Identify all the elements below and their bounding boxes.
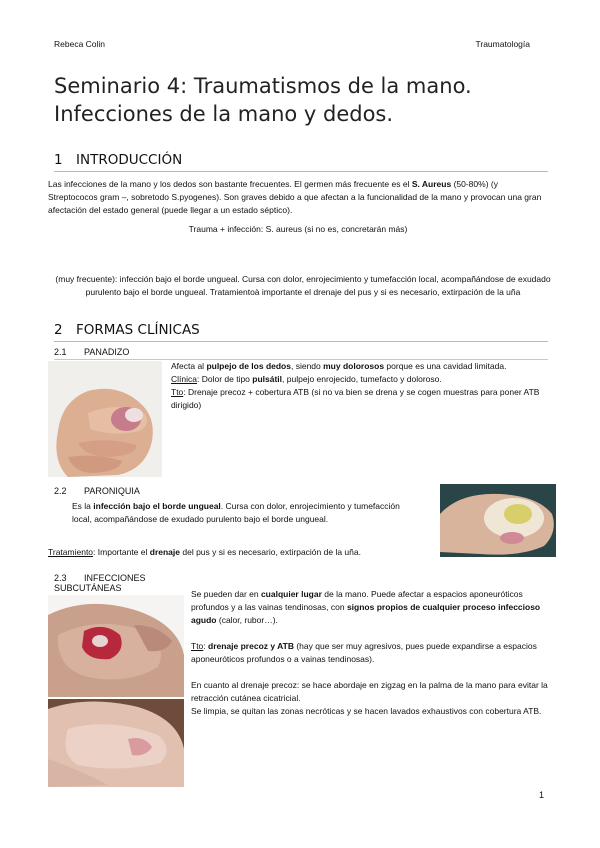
subsection-2-3-title: INFECCIONES SUBCUTÁNEAS	[54, 573, 146, 593]
subcutaneous-line-2: Tto: drenaje precoz y ATB (hay que ser muy agresivos, pues puede expandirse a espacios aponeuróticos profundos o a vainas tendinosas).	[191, 641, 537, 664]
trauma-note: Trauma + infección: S. aureus (si no es, concretarán más)	[188, 224, 408, 234]
section-1-title: INTRODUCCIÓN	[76, 152, 183, 168]
page-number: 1	[539, 790, 545, 800]
subcutaneous-infection-photo-1	[48, 595, 184, 697]
section-2-heading	[54, 322, 548, 342]
section-2-number: 2	[54, 322, 63, 338]
section-1-heading	[54, 152, 548, 172]
section-2-title: FORMAS CLÍNICAS	[76, 322, 200, 338]
subsection-2-2-number: 2.2	[54, 486, 67, 496]
subcutaneous-line-3: En cuanto al drenaje precoz: se hace abordaje en zigzag en la palma de la mano para evitar la retracción cutánea cicatricial.	[191, 680, 548, 703]
panadizo-description	[171, 360, 551, 412]
intro-text-bold: S. Aureus	[411, 179, 452, 189]
header-author: Rebeca Colin	[54, 39, 106, 49]
subsection-2-3-number: 2.3	[54, 573, 67, 583]
subsection-2-2-heading	[54, 486, 424, 498]
header-subject: Traumatología	[475, 39, 530, 49]
intro-text-c: (50-80%) (y Streptococos gram –, sobretodo S.pyogenes). Son graves debido a que afectan a la funcionalidad de la mano y provocan una gran afectación del estado general (puede llegar a un estado séptico).	[48, 179, 542, 215]
panadizo-photo	[48, 361, 162, 477]
subsection-2-1-number: 2.1	[54, 347, 67, 357]
paroniquia-photo	[440, 484, 556, 557]
subsection-2-1-title: PANADIZO	[84, 347, 130, 357]
panadizo-line-1: Afecta al pulpejo de los dedos, siendo muy dolorosos porque es una cavidad limitada.	[171, 361, 507, 371]
paroniquia-treatment: Tratamiento: Importante el drenaje del pus y si es necesario, extirpación de la uña.	[48, 547, 361, 557]
paroniquia-description: Es la infección bajo el borde ungueal. Cursa con dolor, enrojecimiento y tumefacción local, acompañándose de exudado purulento bajo el borde ungueal.	[72, 501, 400, 524]
panadizo-line-2: Clínica: Dolor de tipo pulsátil, pulpejo enrojecido, tumefacto y doloroso.	[171, 374, 442, 384]
subsection-2-2-title: PARONIQUIA	[84, 486, 140, 496]
panadizo-line-3: Tto: Drenaje precoz + cobertura ATB (si no va bien se drena y se cogen muestras para poner ATB dirigido)	[171, 387, 540, 410]
section-1-number: 1	[54, 152, 63, 168]
page-title: Seminario 4: Traumatismos de la mano. Infecciones de la mano y dedos.	[54, 74, 472, 126]
subsection-2-1-heading	[54, 347, 548, 360]
intro-text-a: Las infecciones de la mano y los dedos son bastante frecuentes. El germen más frecuente es el	[48, 179, 412, 189]
subcutaneous-infection-photo-2	[48, 699, 184, 787]
subcutaneous-description	[191, 588, 553, 718]
intro-paragraph	[48, 178, 548, 217]
subcutaneous-line-4: Se limpia, se quitan las zonas necróticas y se hacen lavados exhaustivos con cobertura ATB.	[191, 706, 542, 716]
subsection-2-3-heading	[54, 573, 194, 595]
subcutaneous-line-1: Se pueden dar en cualquier lugar de la mano. Puede afectar a espacios aponeuróticos profundos y a las vainas tendinosas, con signos propios de cualquier proceso infeccioso agudo (calor, rubor…).	[191, 589, 541, 625]
nail-infection-paragraph: (muy frecuente): infección bajo el borde ungueal. Cursa con dolor, enrojecimiento y tumefacción local, acompañándose de exudado purulento bajo el borde ungueal. Tratamientoà importante el drenaje del pus y si es necesario, extirpación de la uña	[55, 274, 551, 297]
